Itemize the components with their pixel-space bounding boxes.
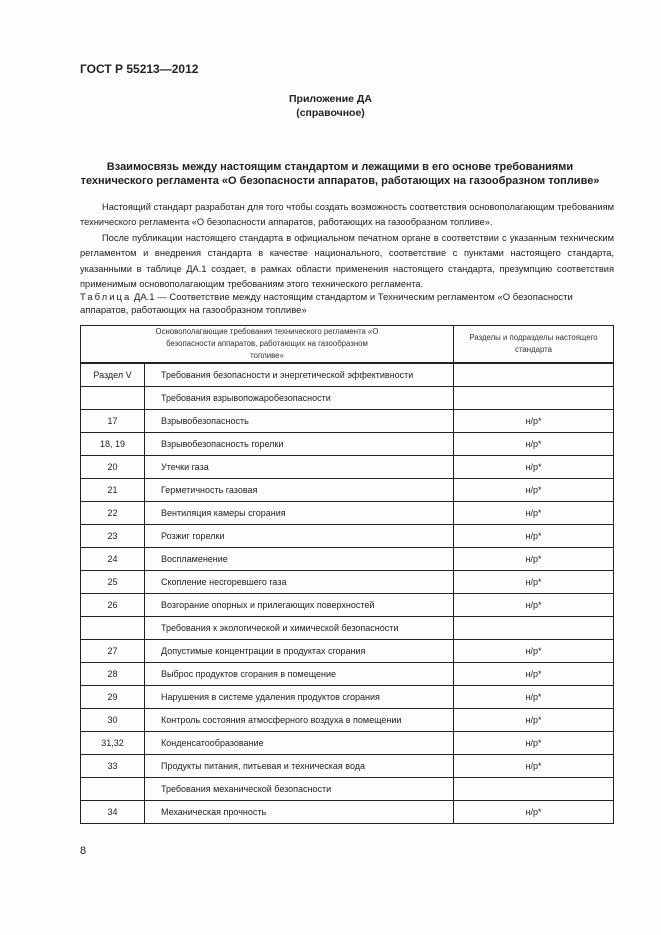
paragraph: После публикации настоящего стандарта в официальном печатном органе в соответствии с указанным техническим регламентом и внедрения стандарта в качестве национального, соответствие с пунктами настоящего стандарта, указанными в таблице ДА.1 создает, в рамках области применения настоящего стандарта, презумпцию соответствия применимым основополагающим требованиям этого технического регламента. xyxy=(80,232,614,290)
standard-section: н/р* xyxy=(454,525,614,548)
header-sections: Разделы и подразделы настоящего стандарта xyxy=(454,326,614,364)
table-row xyxy=(81,686,614,709)
requirement: Воспламенение xyxy=(145,548,454,571)
section-title xyxy=(60,160,620,188)
requirement: Розжиг горелки xyxy=(145,525,454,548)
requirement: Продукты питания, питьевая и техническая вода xyxy=(145,755,454,778)
caption-label: Таблица xyxy=(80,292,132,303)
requirement: Вентиляция камеры сгорания xyxy=(145,502,454,525)
correspondence-table xyxy=(80,325,614,824)
table-row xyxy=(81,663,614,686)
item-number: 23 xyxy=(81,525,145,548)
item-number: Раздел V xyxy=(81,363,145,387)
standard-section: н/р* xyxy=(454,410,614,433)
item-number: 26 xyxy=(81,594,145,617)
item-number: 20 xyxy=(81,456,145,479)
paragraph: Настоящий стандарт разработан для того чтобы создать возможность соответствия основополагающим требованиям технического регламента «О безопасности аппаратов, работающих на газообразном топливе». xyxy=(80,202,614,228)
requirement: Контроль состояния атмосферного воздуха в помещении xyxy=(145,709,454,732)
section-title-line: технического регламента «О безопасности аппаратов, работающих на газообразном топливе» xyxy=(80,175,600,187)
table-row xyxy=(81,456,614,479)
table-row xyxy=(81,410,614,433)
item-number: 33 xyxy=(81,755,145,778)
standard-section xyxy=(454,617,614,640)
standard-section: н/р* xyxy=(454,663,614,686)
requirement: Требования взрывопожаробезопасности xyxy=(145,387,454,410)
requirement: Конденсатообразование xyxy=(145,732,454,755)
header-requirements: Основополагающие требования технического регламента «О безопасности аппаратов, работающих на газообразном топливе» xyxy=(81,326,454,364)
table-row xyxy=(81,571,614,594)
item-number: 17 xyxy=(81,410,145,433)
requirement: Возгорание опорных и прилегающих поверхностей xyxy=(145,594,454,617)
item-number xyxy=(81,778,145,801)
requirement: Требования безопасности и энергетической эффективности xyxy=(145,363,454,387)
requirement: Скопление несгоревшего газа xyxy=(145,571,454,594)
table-row xyxy=(81,801,614,824)
table-caption xyxy=(80,291,614,317)
item-number: 24 xyxy=(81,548,145,571)
standard-section: н/р* xyxy=(454,732,614,755)
requirement: Герметичность газовая xyxy=(145,479,454,502)
requirement: Взрывобезопасность горелки xyxy=(145,433,454,456)
table-row xyxy=(81,778,614,801)
item-number: 27 xyxy=(81,640,145,663)
table-row xyxy=(81,709,614,732)
table-row xyxy=(81,732,614,755)
appendix-title: Приложение ДА xyxy=(289,93,372,105)
table-row xyxy=(81,755,614,778)
item-number: 34 xyxy=(81,801,145,824)
caption-text: ДА.1 — Соответствие между настоящим стандартом и Техническим регламентом «О безопасности аппаратов, работающих на газообразном топливе» xyxy=(80,292,573,316)
standard-section xyxy=(454,778,614,801)
item-number xyxy=(81,617,145,640)
standard-section: н/р* xyxy=(454,502,614,525)
standard-section: н/р* xyxy=(454,433,614,456)
requirement: Выброс продуктов сгорания в помещение xyxy=(145,663,454,686)
requirement: Нарушения в системе удаления продуктов сгорания xyxy=(145,686,454,709)
standard-section: н/р* xyxy=(454,456,614,479)
standard-section: н/р* xyxy=(454,709,614,732)
item-number: 30 xyxy=(81,709,145,732)
table-row xyxy=(81,640,614,663)
table-row xyxy=(81,548,614,571)
appendix-subtitle: (справочное) xyxy=(296,107,365,119)
section-title-line: Взаимосвязь между настоящим стандартом и лежащими в его основе требованиями xyxy=(106,161,574,173)
requirement: Утечки газа xyxy=(145,456,454,479)
page-number: 8 xyxy=(80,845,87,857)
requirement: Механическая прочность xyxy=(145,801,454,824)
standard-section: н/р* xyxy=(454,686,614,709)
table-row xyxy=(81,617,614,640)
item-number xyxy=(81,387,145,410)
item-number: 21 xyxy=(81,479,145,502)
table-row xyxy=(81,387,614,410)
requirement: Взрывобезопасность xyxy=(145,410,454,433)
standard-section: н/р* xyxy=(454,755,614,778)
item-number: 22 xyxy=(81,502,145,525)
table-row xyxy=(81,479,614,502)
standard-section: н/р* xyxy=(454,640,614,663)
item-number: 28 xyxy=(81,663,145,686)
item-number: 18, 19 xyxy=(81,433,145,456)
item-number: 25 xyxy=(81,571,145,594)
table-row xyxy=(81,525,614,548)
standard-section xyxy=(454,387,614,410)
standard-section: н/р* xyxy=(454,571,614,594)
requirement: Требования механической безопасности xyxy=(145,778,454,801)
table-header-row xyxy=(81,326,614,364)
table-row xyxy=(81,594,614,617)
standard-section: н/р* xyxy=(454,479,614,502)
standard-section: н/р* xyxy=(454,548,614,571)
standard-section xyxy=(454,363,614,387)
requirement: Требования к экологической и химической безопасности xyxy=(145,617,454,640)
standard-section: н/р* xyxy=(454,594,614,617)
item-number: 31,32 xyxy=(81,732,145,755)
standard-header: ГОСТ Р 55213—2012 xyxy=(80,62,199,76)
body-text xyxy=(80,200,614,292)
requirement: Допустимые концентрации в продуктах сгорания xyxy=(145,640,454,663)
table-row xyxy=(81,363,614,387)
table-row xyxy=(81,433,614,456)
table-row xyxy=(81,502,614,525)
standard-section: н/р* xyxy=(454,801,614,824)
item-number: 29 xyxy=(81,686,145,709)
